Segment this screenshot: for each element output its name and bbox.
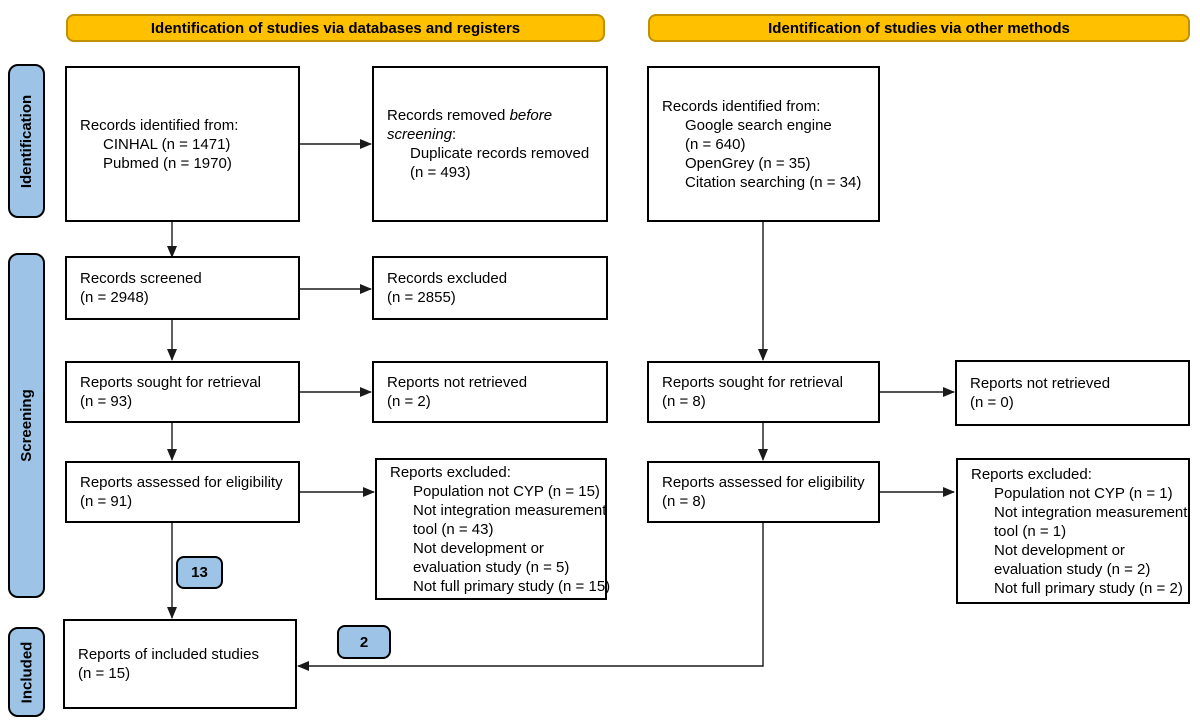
text-line: Not full primary study (n = 15) — [413, 577, 611, 595]
box-reports-assessed-other — [647, 461, 880, 523]
box-reports-sought-other — [647, 361, 880, 423]
text-line: (n = 2) — [387, 393, 431, 410]
text-line: Reports assessed for eligibility — [80, 474, 283, 491]
text-line: Reports of included studies — [78, 646, 259, 663]
box-records-removed-before-screening — [372, 66, 608, 222]
text-line: (n = 8) — [662, 493, 706, 510]
text-line: (n = 493) — [410, 164, 471, 181]
text-line: Records identified from: — [662, 97, 821, 115]
box-records-excluded — [372, 256, 608, 320]
badge-included-count-databases: 13 — [176, 556, 223, 589]
text-line: Population not CYP (n = 1) — [994, 484, 1173, 502]
text-line: Not integration measurement — [413, 501, 607, 519]
text-line: Not full primary study (n = 2) — [994, 579, 1183, 597]
text-line: (n = 15) — [78, 665, 131, 682]
text-line: CINHAL (n = 1471) — [103, 135, 231, 153]
stage-screening-label: Screening — [18, 389, 35, 462]
text-line: Not development or — [994, 541, 1125, 559]
text-line: Records excluded — [387, 270, 508, 287]
text-line: Reports not retrieved — [970, 375, 1111, 392]
text-line: Reports excluded: — [971, 465, 1092, 483]
text-line: (n = 8) — [662, 393, 706, 410]
text-line: Population not CYP (n = 15) — [413, 482, 600, 500]
box-records-identified-databases — [65, 66, 300, 222]
text-line: tool (n = 1) — [994, 522, 1067, 540]
text-line: Not integration measurement — [994, 503, 1188, 521]
text-line: Records identified from: — [80, 116, 239, 134]
stage-included-label: Included — [18, 641, 36, 703]
text-line: (n = 93) — [80, 393, 133, 410]
text-line: evaluation study (n = 5) — [413, 558, 570, 576]
box-reports-assessed-databases — [65, 461, 300, 523]
text-line: Reports sought for retrieval — [80, 374, 261, 391]
text-line: Not development or — [413, 539, 544, 557]
stage-included — [8, 627, 45, 717]
box-reports-excluded-other — [956, 458, 1190, 604]
text-line: Citation searching (n = 34) — [685, 173, 862, 191]
stage-identification — [8, 64, 45, 218]
stage-screening — [8, 253, 45, 598]
badge-included-count-other: 2 — [337, 625, 391, 659]
stage-identification-label: Identification — [18, 94, 35, 188]
text-line: Google search engine — [685, 116, 832, 134]
text-line: (n = 91) — [80, 493, 133, 510]
header-databases-registers: Identification of studies via databases and registers — [66, 14, 605, 42]
box-reports-included — [63, 619, 297, 709]
text-line: Records screened — [80, 270, 202, 287]
box-records-identified-other — [647, 66, 880, 222]
header-other-methods: Identification of studies via other methods — [648, 14, 1190, 42]
text-line: (n = 2855) — [387, 289, 456, 306]
box-records-screened — [65, 256, 300, 320]
text-line: Pubmed (n = 1970) — [103, 154, 232, 172]
text-line: Reports excluded: — [390, 463, 511, 481]
box-reports-not-retrieved-databases — [372, 361, 608, 423]
text-line: (n = 0) — [970, 394, 1014, 411]
text-line: Reports assessed for eligibility — [662, 474, 865, 491]
text-line: tool (n = 43) — [413, 520, 494, 538]
text-line: Duplicate records removed — [410, 145, 590, 162]
text-line: evaluation study (n = 2) — [994, 560, 1151, 578]
text-line: Reports sought for retrieval — [662, 374, 843, 391]
text-line: OpenGrey (n = 35) — [685, 154, 811, 172]
box-reports-sought-databases — [65, 361, 300, 423]
box-reports-excluded-databases — [375, 458, 611, 600]
text-line: Reports not retrieved — [387, 374, 528, 391]
text-line: Records removed before — [387, 107, 553, 124]
text-line: (n = 640) — [685, 135, 746, 153]
box-reports-not-retrieved-other — [955, 360, 1190, 426]
text-line: (n = 2948) — [80, 289, 149, 306]
text-line: screening: — [387, 126, 457, 143]
